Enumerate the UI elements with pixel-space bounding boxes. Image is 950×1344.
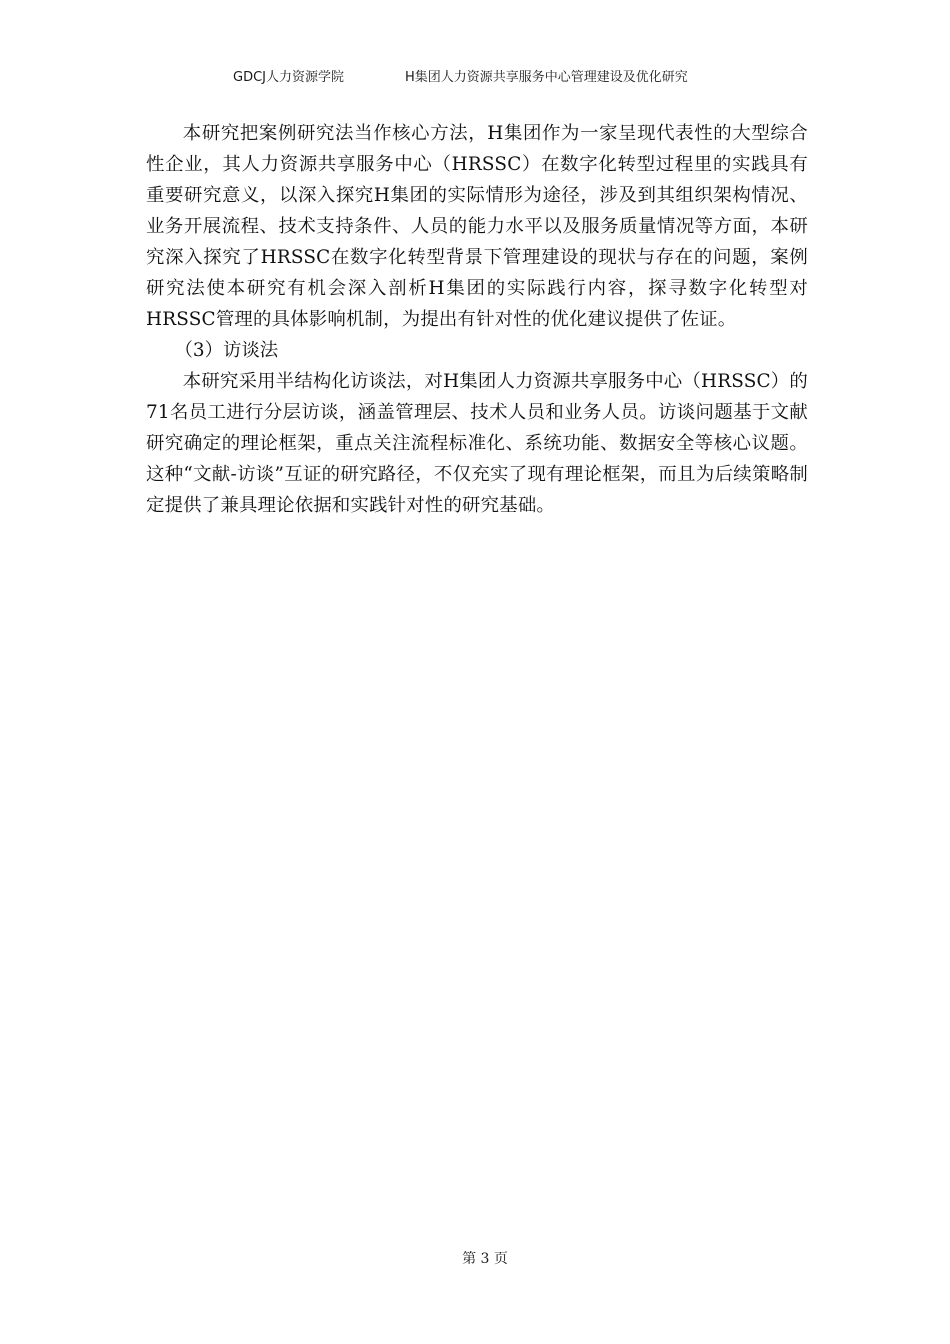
header-thesis-title: H集团人力资源共享服务中心管理建设及优化研究 <box>405 70 688 85</box>
body-paragraph: 本研究把案例研究法当作核心方法，H集团作为一家呈现代表性的大型综合性企业，其人力资源共享服务中心（HRSSC）在数字化转型过程里的实践具有重要研究意义，以深入探究H集团的实际情形为途径，涉及到其组织架构情况、业务开展流程、技术支持条件、人员的能力水平以及服务质量情况等方面，本研究深入探究了HRSSC在数字化转型背景下管理建设的现状与存在的问题，案例研究法使本研究有机会深入剖析H集团的实际践行内容，探寻数字化转型对HRSSC管理的具体影响机制，为提出有针对性的优化建议提供了佐证。 <box>146 123 808 330</box>
page-header <box>0 66 950 88</box>
section-subheading: （3）访谈法 <box>174 340 279 361</box>
page-number: 第 3 页 <box>462 1251 508 1267</box>
page-body <box>146 118 808 521</box>
header-institution: GDCJ人力资源学院 <box>233 70 344 85</box>
body-paragraph: 本研究采用半结构化访谈法，对H集团人力资源共享服务中心（HRSSC）的71名员工进行分层访谈，涵盖管理层、技术人员和业务人员。访谈问题基于文献研究确定的理论框架，重点关注流程标准化、系统功能、数据安全等核心议题。这种“文献-访谈”互证的研究路径，不仅充实了现有理论框架，而且为后续策略制定提供了兼具理论依据和实践针对性的研究基础。 <box>146 371 808 516</box>
